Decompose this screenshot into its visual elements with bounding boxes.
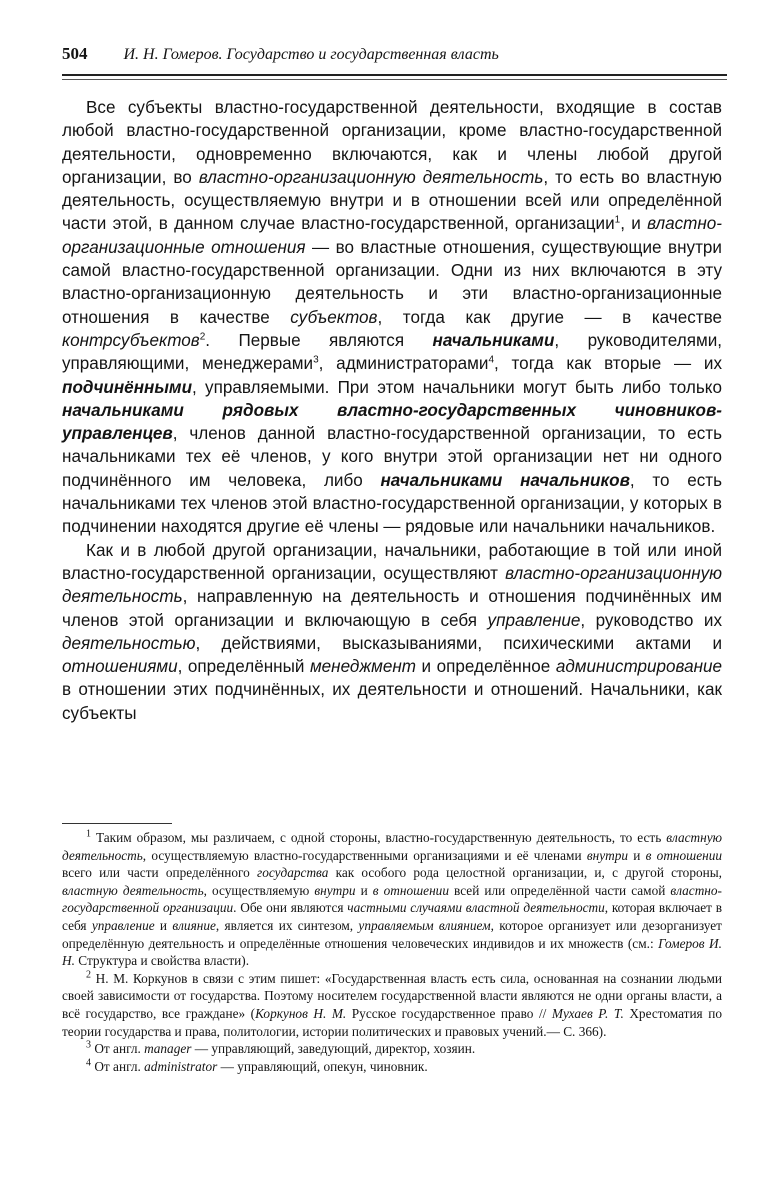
page-number: 504 [62, 44, 88, 63]
paragraph-1 [62, 96, 722, 539]
strong-emphasis: подчинёнными [62, 377, 193, 397]
text-run: От англ. [91, 1041, 145, 1057]
emphasis: manager [144, 1041, 192, 1057]
strong-emphasis: начальниками начальников [380, 470, 630, 490]
main-text [62, 96, 722, 725]
emphasis: управление [91, 917, 155, 933]
text-run: и [355, 882, 373, 898]
text-run: , и [620, 214, 648, 234]
emphasis: властно-организационную деятельность [198, 167, 544, 187]
emphasis: государства [257, 865, 329, 881]
text-run: всего или части определённого [62, 865, 258, 881]
footnote-1 [62, 829, 722, 970]
text-run: и [628, 847, 646, 863]
text-run: , то есть во властную деятельность, осуществляемую внутри и в отношении всей или определённой части этой, в данном случае властно-государственной, организации [62, 167, 722, 234]
header-rule-thick [62, 74, 727, 76]
footnote-4 [62, 1058, 722, 1076]
emphasis: Мухаев Р. Т. [551, 1005, 624, 1021]
footnote-marker: 2 [86, 969, 91, 981]
emphasis: властно-организационную деятельность [62, 563, 722, 607]
emphasis: Гомеров И. Н. [62, 935, 722, 969]
text-run: — во властные отношения, существующие внутри самой властно-государственной организации. Одни из них включаются в эту властно-организационную деятельность и эти властно-организационные отношения в качестве [62, 237, 722, 327]
header-rule-thin [62, 79, 727, 80]
emphasis: администрирование [555, 657, 723, 677]
text-run: и [154, 917, 173, 933]
text-run: всей или определённой части самой [448, 882, 671, 898]
text-run: , направленную на деятельность и отношения подчинённых им членов этой организации и включающую в себя [62, 587, 722, 630]
running-header [62, 44, 727, 70]
text-run: , руководство их [580, 610, 722, 630]
text-run: , действиями, высказываниями, психическими актами и [195, 633, 722, 653]
text-run: Н. М. Коркунов в связи с этим пишет: «Государственная власть есть сила, основанная на сознании людьми своей зависимости от государства. Поэтому носителем государственной власти являются не одни органы власти, а всё государство, все граждане» ( [62, 970, 722, 1021]
footnotes [62, 829, 722, 1075]
footnote-2 [62, 970, 722, 1040]
emphasis: частными случаями властной деятельности [347, 900, 605, 916]
emphasis: деятельностью [62, 633, 196, 653]
emphasis: властную деятельность [62, 882, 204, 898]
text-run: Структура и свойства власти). [74, 953, 250, 969]
emphasis: властно-государственной организации [62, 882, 722, 916]
emphasis: управляемым влиянием [358, 917, 491, 933]
text-run: как особого рода целостной организации, и, с другой стороны, [328, 865, 722, 881]
text-run: , осуществляемую властно-государственными организациями и её членами [142, 847, 587, 863]
text-run: , осуществляемую [203, 882, 315, 898]
footnote-marker: 4 [86, 1057, 91, 1069]
emphasis: властную деятельность [62, 830, 722, 863]
emphasis: контрсубъектов [62, 330, 200, 350]
strong-emphasis: начальниками [432, 330, 555, 350]
text-run: — управляющий, опекун, чиновник. [217, 1058, 428, 1074]
emphasis: внутри [586, 847, 628, 863]
text-run: Хрестоматия по теории государства и права, политологии, истории политических и правовых учений.— С. 366). [62, 1005, 722, 1039]
emphasis: Коркунов Н. М. [255, 1005, 347, 1021]
footnote-ref-4[interactable]: 4 [488, 354, 494, 366]
text-run: Русское государственное право // [346, 1005, 552, 1021]
text-run: , членов данной властно-государственной организации, то есть начальниками тех её членов, у кого внутри этой организации нет ни одного подчинённого им человека, либо [62, 424, 722, 490]
footnote-ref-1[interactable]: 1 [614, 214, 621, 226]
text-run: , является их синтезом, [215, 917, 359, 933]
running-title: И. Н. Гомеров. Государство и государственная власть [123, 46, 499, 63]
text-run: Как и в любой другой организации, начальники, работающие в той или иной властно-государственной организации, осуществляют [62, 540, 722, 583]
text-run: — управляющий, заведующий, директор, хозяин. [191, 1041, 476, 1057]
text-run: , тогда как вторые — их [494, 354, 722, 374]
strong-emphasis: начальниками рядовых властно-государственных чиновников-управленцев [62, 400, 722, 444]
text-run: Таким образом, мы различаем, с одной стороны, властно-государственную деятельность, то есть [91, 830, 667, 845]
paragraph-2 [62, 539, 722, 725]
text-run: и определённое [415, 657, 556, 677]
text-run: От англ. [91, 1058, 145, 1074]
emphasis: управление [487, 610, 581, 630]
footnote-separator [62, 823, 172, 824]
text-run: , управляемыми. При этом начальники могут быть либо только [192, 377, 722, 397]
emphasis: внутри [314, 882, 356, 898]
text-run: , руководителями, управляющими, менеджерами [62, 330, 723, 374]
text-run: , которое организует или дезорганизует определённую деятельность и определённые отношения человеческих индивидов и их множеств (см.: [62, 917, 722, 951]
emphasis: менеджмент [309, 657, 416, 677]
footnote-3 [62, 1040, 722, 1058]
footnote-ref-3[interactable]: 3 [313, 354, 319, 366]
emphasis: в отношении [645, 847, 722, 863]
emphasis: властно-организационные отношения [62, 214, 722, 257]
text-run: в отношении этих подчинённых, их деятельности и отношений. Начальники, как субъекты [62, 680, 722, 723]
emphasis: administrator [144, 1058, 218, 1074]
emphasis: в отношении [372, 882, 449, 898]
text-run: , тогда как другие — в качестве [377, 307, 722, 327]
text-run: Все субъекты властно-государственной деятельности, входящие в состав любой властно-государственной организации, кроме властно-государственной деятельности, одновременно включаются, как и члены любой другой организации, во [62, 98, 722, 187]
footnote-marker: 1 [86, 828, 91, 840]
emphasis: субъектов [290, 307, 378, 327]
emphasis: влияние [172, 917, 216, 933]
text-run: . Первые являются [205, 330, 433, 350]
emphasis: отношениями [62, 657, 178, 677]
text-run: , определённый [177, 657, 310, 677]
text-run: , администраторами [318, 354, 489, 374]
text-run: , то есть начальниками тех членов этой властно-государственной организации, у которых в подчинении находятся другие её члены — рядовые или начальники начальников. [62, 470, 722, 537]
text-run: , которая включает в себя [62, 900, 722, 933]
footnote-marker: 3 [86, 1039, 91, 1051]
text-run: . Обе они являются [233, 900, 348, 916]
footnote-ref-2[interactable]: 2 [199, 331, 206, 343]
